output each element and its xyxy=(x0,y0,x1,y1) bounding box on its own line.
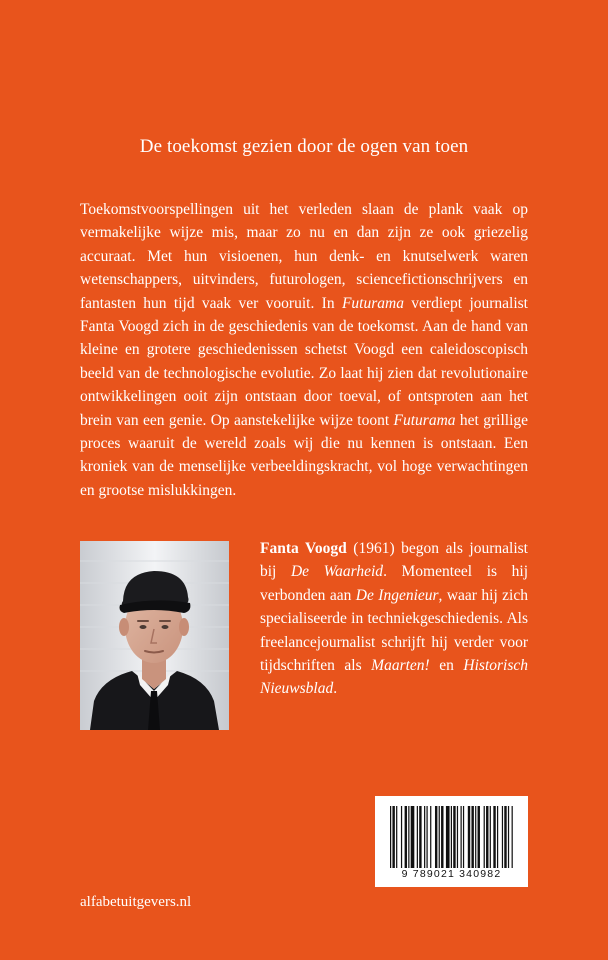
barcode-bar xyxy=(441,806,443,868)
barcode-bar xyxy=(486,806,488,868)
publisher-url: alfabetuitgevers.nl xyxy=(80,894,192,910)
bio-text-4: en xyxy=(429,657,464,675)
barcode-bar xyxy=(451,806,452,868)
barcode-bar xyxy=(497,806,498,868)
barcode-bar xyxy=(411,806,415,868)
bio-text-2: . Momenteel is hij verbonden aan xyxy=(260,563,529,604)
barcode-bar xyxy=(453,806,455,868)
publication-name: Historisch Nieuwsblad xyxy=(260,657,528,698)
barcode-bar xyxy=(408,806,409,868)
barcode-bar xyxy=(435,806,437,868)
isbn-barcode xyxy=(375,796,528,887)
publication-name: De Ingenieur xyxy=(355,586,439,604)
barcode-bar xyxy=(490,806,491,868)
barcode-bar xyxy=(430,806,431,868)
publication-name: De Waarheid xyxy=(290,563,384,581)
barcode-bar xyxy=(475,806,476,868)
barcode-bar xyxy=(463,806,464,868)
bio-text-1: (1961) begon als journalist bij xyxy=(260,540,528,581)
barcode-bar xyxy=(512,806,513,868)
bio-text-5: . xyxy=(333,680,338,698)
barcode-bar xyxy=(439,806,440,868)
isbn-number: 9 789021 340982 xyxy=(401,868,502,880)
barcode-bar xyxy=(426,806,427,868)
barcode-bar xyxy=(392,806,394,868)
barcode-bar xyxy=(405,806,407,868)
tagline: De toekomst gezien door de ogen van toen xyxy=(139,136,469,157)
barcode-bar xyxy=(484,806,485,868)
blurb-text-3: het grillige proces waaruit de wereld zoals wij die nu kennen is ontstaan. Een kroniek van de menselijke verbeeldingskracht, vol hoge verwachtingen en grootse mislukkingen. xyxy=(80,411,528,499)
author-photo xyxy=(80,541,229,730)
blurb-text-1: Toekomstvoorspellingen uit het verleden slaan de plank vaak op vermakelijke wijze mis, maar zo nu en dan zijn ze ook griezelig accuraat. Met hun visioenen, hun denk- en knutselwerk waren wetenschappers, uitvinders, futurologen, sciencefictionschrijvers en fantasten hun tijd vaak ver vooruit. In xyxy=(80,201,528,312)
book-title: Futurama xyxy=(393,411,456,429)
blurb-text-2: verdiept journalist Fanta Voogd zich in de geschiedenis van de toekomst. Aan de hand van kleine en grotere geschiedenissen schetst Voogd een caleidoscopisch beeld van de technologische evolutie. Zo laat hij zien dat revolutionaire ontwikkelingen ooit zijn ontstaan door toeval, of ontsproten aan het brein van een genie. Op aanstekelijke wijze toont xyxy=(80,294,528,429)
book-description xyxy=(80,198,528,502)
barcode-bar xyxy=(493,806,495,868)
barcode-bar xyxy=(502,806,503,868)
bio-text-3: , waar hij zich specialiseerde in techniekgeschiedenis. Als freelancejournalist schrijft hij verder voor tijdschriften als xyxy=(260,586,528,675)
book-title: Futurama xyxy=(341,294,404,312)
barcode-bar xyxy=(417,806,418,868)
barcode-bar xyxy=(457,806,458,868)
barcode-bar xyxy=(471,806,473,868)
author-bio xyxy=(260,537,528,701)
barcode-bar xyxy=(478,806,480,868)
barcode-bar xyxy=(401,806,402,868)
barcode-bar xyxy=(461,806,462,868)
barcode-bar xyxy=(396,806,397,868)
barcode-bar xyxy=(504,806,506,868)
publication-name: Maarten! xyxy=(371,657,430,675)
barcode-bar xyxy=(508,806,509,868)
barcode-bar xyxy=(419,806,421,868)
barcode-bars xyxy=(390,806,514,868)
barcode-bar xyxy=(424,806,425,868)
barcode-bar xyxy=(446,806,450,868)
barcode-bar xyxy=(390,806,391,868)
barcode-bar xyxy=(468,806,470,868)
author-name: Fanta Voogd xyxy=(260,540,347,557)
